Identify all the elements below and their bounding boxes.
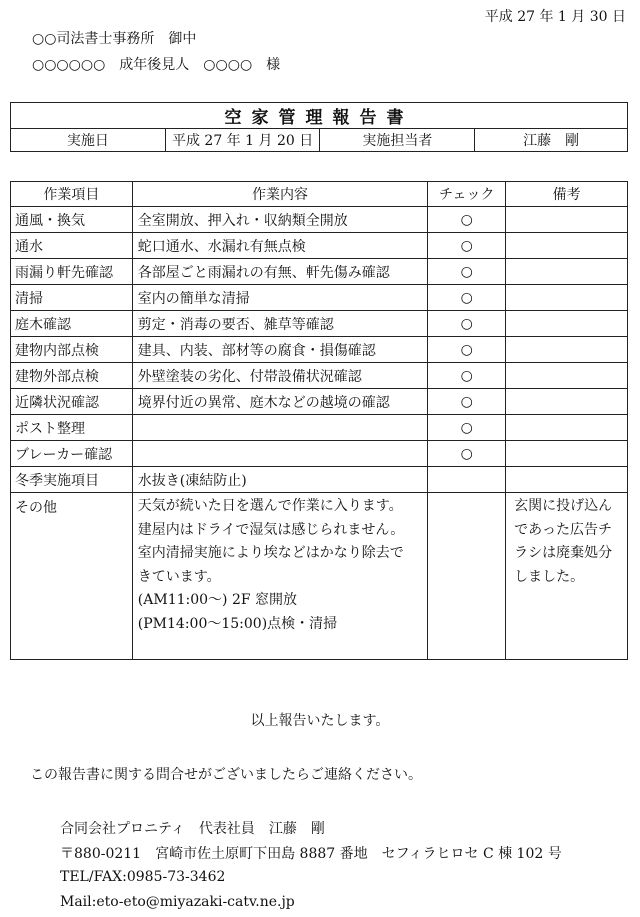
table-row <box>11 207 628 233</box>
other-content-line: (PM14:00～15:00)点検・清掃 <box>137 615 338 632</box>
row-item: 通風・換気 <box>11 207 133 233</box>
other-content-line: きています。 <box>137 568 221 585</box>
table-row <box>11 441 628 467</box>
row-check: ○ <box>428 207 506 233</box>
other-content-line: 室内清掃実施により埃などはかなり除去で <box>137 545 404 561</box>
row-content <box>132 415 428 441</box>
col-header-item: 作業項目 <box>11 182 133 207</box>
row-check: ○ <box>428 389 506 415</box>
table-row <box>11 285 628 311</box>
row-check: ○ <box>428 311 506 337</box>
row-item: 冬季実施項目 <box>11 467 133 493</box>
signature-company: 合同会社プロニティ 代表社員 江藤 剛 <box>60 821 325 837</box>
table-row <box>11 363 628 389</box>
row-check: ○ <box>428 233 506 259</box>
row-item: 清掃 <box>11 285 133 311</box>
other-item: その他 <box>11 493 133 660</box>
table-row-other <box>11 493 628 660</box>
col-header-content: 作業内容 <box>132 182 428 207</box>
row-note <box>506 415 628 441</box>
report-header-table <box>10 102 628 152</box>
other-note-line: 玄関に投げ込ん <box>514 498 613 514</box>
row-content: 各部屋ごと雨漏れの有無、軒先傷み確認 <box>132 259 428 285</box>
row-content: 蛇口通水、水漏れ有無点検 <box>132 233 428 259</box>
row-note <box>506 389 628 415</box>
recipient-person: ○○○○ 様 <box>203 57 281 73</box>
other-content-line: 建屋内はドライで湿気は感じられません。 <box>137 521 405 538</box>
row-check: ○ <box>428 363 506 389</box>
row-item: 建物外部点検 <box>11 363 133 389</box>
row-content: 剪定・消毒の要否、雑草等確認 <box>132 311 428 337</box>
signature-mail: Mail:eto-eto@miyazaki-catv.ne.jp <box>60 894 295 910</box>
row-check: ○ <box>428 259 506 285</box>
staff-value: 江藤 剛 <box>475 129 628 152</box>
other-note <box>506 493 628 660</box>
other-note-line: であった広告チ <box>514 521 613 538</box>
report-date: 平成 27 年 1 月 30 日 <box>484 9 626 25</box>
row-note <box>506 311 628 337</box>
row-item: 近隣状況確認 <box>11 389 133 415</box>
row-note <box>506 441 628 467</box>
table-row <box>11 415 628 441</box>
other-note-line: しました。 <box>514 568 585 585</box>
row-note <box>506 337 628 363</box>
impl-date-label: 実施日 <box>11 129 166 152</box>
impl-date-value: 平成 27 年 1 月 20 日 <box>165 129 320 152</box>
row-check <box>428 467 506 493</box>
other-content-line: 天気が続いた日を選んで作業に入ります。 <box>137 498 403 514</box>
closing-text: 以上報告いたします。 <box>250 713 390 729</box>
signature-tel: TEL/FAX:0985-73-3462 <box>60 869 226 885</box>
table-row <box>11 467 628 493</box>
inquiry-text: この報告書に関する問合せがございましたらご連絡ください。 <box>30 767 422 783</box>
row-note <box>506 285 628 311</box>
row-check: ○ <box>428 415 506 441</box>
table-row <box>11 311 628 337</box>
row-check: ○ <box>428 337 506 363</box>
row-note <box>506 467 628 493</box>
signature-address: 〒880-0211 宮崎市佐土原町下田島 8887 番地 セフィラヒロセ C 棟 102 号 <box>60 846 562 862</box>
other-check <box>428 493 506 660</box>
staff-label: 実施担当者 <box>320 129 475 152</box>
other-note-line: ラシは廃棄処分 <box>514 545 613 561</box>
recipient-guardian <box>32 54 280 74</box>
row-item: ブレーカー確認 <box>11 441 133 467</box>
report-title: 空家管理報告書 <box>11 103 628 129</box>
row-check: ○ <box>428 441 506 467</box>
row-item: 建物内部点検 <box>11 337 133 363</box>
row-content: 建具、内装、部材等の腐食・損傷確認 <box>132 337 428 363</box>
recipient-office: ○○司法書士事務所 御中 <box>32 31 197 47</box>
work-table <box>10 181 628 660</box>
col-header-check: チェック <box>428 182 506 207</box>
row-item: 庭木確認 <box>11 311 133 337</box>
row-content: 境界付近の異常、庭木などの越境の確認 <box>132 389 428 415</box>
row-item: ポスト整理 <box>11 415 133 441</box>
table-header-row <box>11 182 628 207</box>
row-content: 外壁塗装の劣化、付帯設備状況確認 <box>132 363 428 389</box>
row-item: 通水 <box>11 233 133 259</box>
recipient-name: ○○○○○○ <box>32 57 106 73</box>
other-content-line: (AM11:00～) 2F 窓開放 <box>137 592 298 608</box>
row-content: 室内の簡単な清掃 <box>132 285 428 311</box>
table-row <box>11 337 628 363</box>
table-row <box>11 259 628 285</box>
row-note <box>506 207 628 233</box>
col-header-note: 備考 <box>506 182 628 207</box>
recipient-role: 成年後見人 <box>119 57 190 73</box>
row-note <box>506 233 628 259</box>
row-content: 全室開放、押入れ・収納類全開放 <box>132 207 428 233</box>
row-check: ○ <box>428 285 506 311</box>
row-content <box>132 441 428 467</box>
row-content: 水抜き(凍結防止) <box>132 467 428 493</box>
other-content <box>132 493 428 660</box>
row-item: 雨漏り軒先確認 <box>11 259 133 285</box>
row-note <box>506 259 628 285</box>
row-note <box>506 363 628 389</box>
table-row <box>11 233 628 259</box>
table-row <box>11 389 628 415</box>
